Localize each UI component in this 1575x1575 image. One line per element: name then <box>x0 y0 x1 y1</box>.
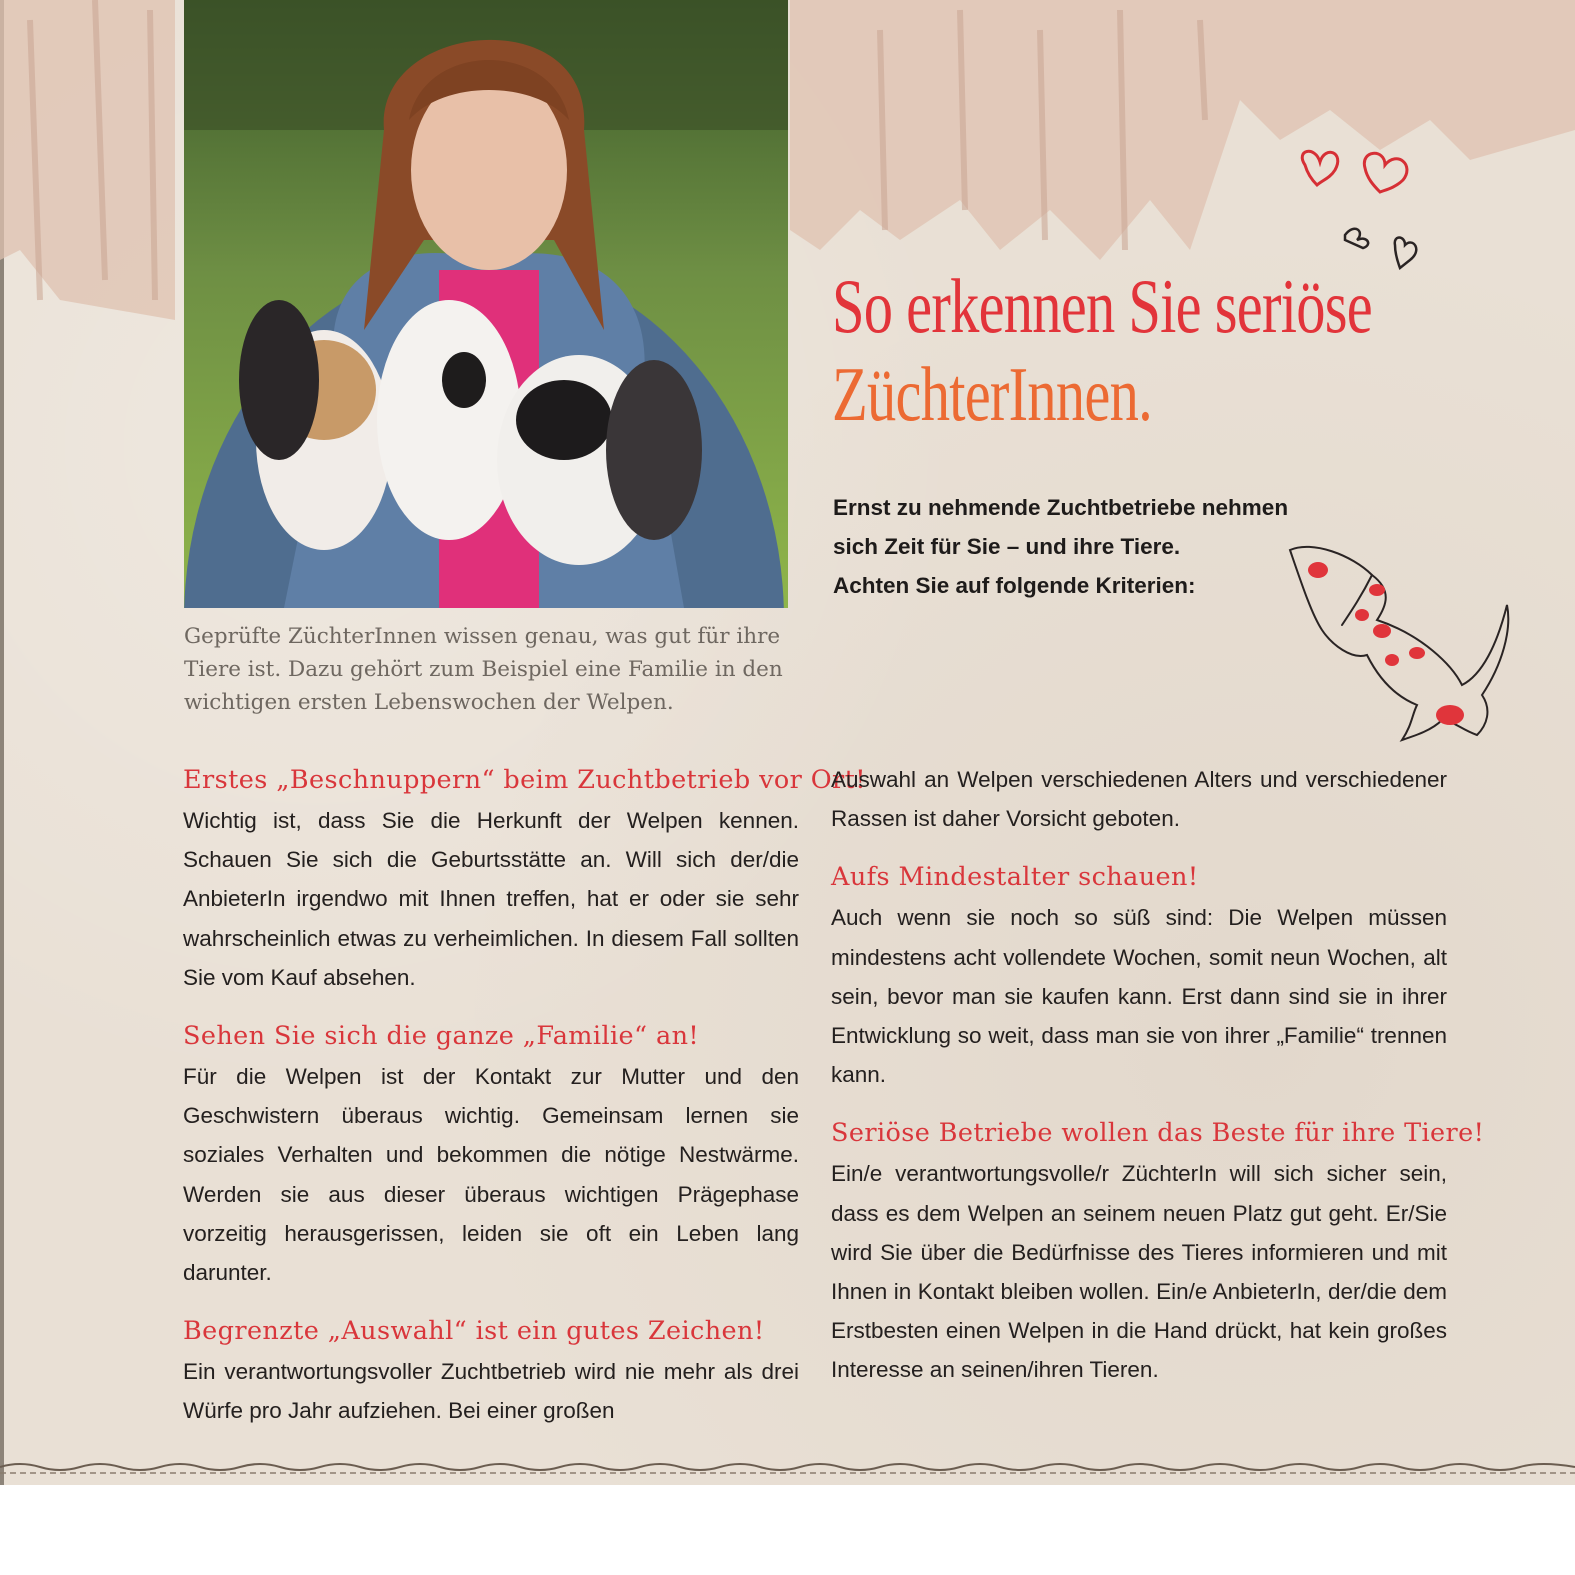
section-heading: Sehen Sie sich die ganze „Familie“ an! <box>183 1021 700 1052</box>
headline-line-2: ZüchterInnen. <box>832 351 1152 437</box>
section-heading: Erstes „Beschnuppern“ beim Zuchtbetrieb vor Ort! <box>183 765 866 795</box>
section-familie <box>183 1016 799 1292</box>
breeder-photo <box>184 0 788 608</box>
spotted-dog-icon <box>1282 535 1532 750</box>
left-column <box>183 760 866 1450</box>
section-body: Auch wenn sie noch so süß sind: Die Welpen müssen mindestens acht vollendete Wochen, somit neun Wochen, alt sein, bevor man sie kaufen kann. Erst dann sind sie in ihrer Entwicklung so weit, dass man sie von ihrer „Familie“ trennen kann. <box>831 905 1447 1088</box>
section-beschnuppern <box>183 760 866 997</box>
section-body: Wichtig ist, dass Sie die Herkunft der Welpen kennen. Schauen Sie sich die Geburtsstätte an. Will sich der/die AnbieterIn irgendwo mit Ihnen treffen, hat er oder sie sehr wahrscheinlich etwas zu verheimlichen. In diesem Fall sollten Sie vom Kauf absehen. <box>183 808 799 990</box>
intro-line-2: sich Zeit für Sie – und ihre Tiere. <box>833 534 1181 559</box>
bottom-border-decoration <box>0 1455 1575 1495</box>
section-auswahl <box>183 1311 799 1430</box>
section-heading: Begrenzte „Auswahl“ ist ein gutes Zeichen! <box>183 1316 765 1347</box>
section-auswahl-continued <box>831 760 1447 838</box>
page-headline <box>832 262 1372 438</box>
headline-line-1: So erkennen Sie seriöse <box>832 263 1372 349</box>
right-column <box>831 760 1485 1409</box>
section-body: Ein verantwortungsvoller Zuchtbetrieb wird nie mehr als drei Würfe pro Jahr aufziehen. Bei einer großen <box>183 1359 799 1424</box>
photo-caption: Geprüfte ZüchterInnen wissen genau, was gut für ihre Tiere ist. Dazu gehört zum Beispiel eine Familie in den wichtigen ersten Lebenswochen der Welpen. <box>184 624 783 715</box>
section-heading: Seriöse Betriebe wollen das Beste für ihre Tiere! <box>831 1118 1485 1149</box>
section-body: Auswahl an Welpen verschiedenen Alters und verschiedener Rassen ist daher Vorsicht geboten. <box>831 767 1447 832</box>
section-seriose-betriebe <box>831 1113 1485 1389</box>
section-body: Für die Welpen ist der Kontakt zur Mutter und den Geschwistern überaus wichtig. Gemeinsam lernen sie soziales Verhalten und bekommen die nötige Nestwärme. Werden sie aus dieser überaus wichtigen Prägephase vorzeitig herausgerissen, leiden sie oft ein Leben lang darunter. <box>183 1064 799 1286</box>
hearts-icon <box>1285 140 1435 275</box>
section-body: Ein/e verantwortungsvolle/r ZüchterIn will sich sicher sein, dass es dem Welpen an seinem neuen Platz gut geht. Er/Sie wird Sie über die Bedürfnisse des Tieres informieren und mit Ihnen in Kontakt bleiben wollen. Ein/e AnbieterIn, der/die dem Erstbesten einen Welpen in die Hand drückt, hat kein großes Interesse an seinen/ihren Tieren. <box>831 1161 1447 1383</box>
intro-line-1: Ernst zu nehmende Zuchtbetriebe nehmen <box>833 495 1289 520</box>
section-mindestalter <box>831 857 1447 1094</box>
section-heading: Aufs Mindestalter schauen! <box>831 862 1199 893</box>
intro-line-3: Achten Sie auf folgende Kriterien: <box>833 573 1196 598</box>
